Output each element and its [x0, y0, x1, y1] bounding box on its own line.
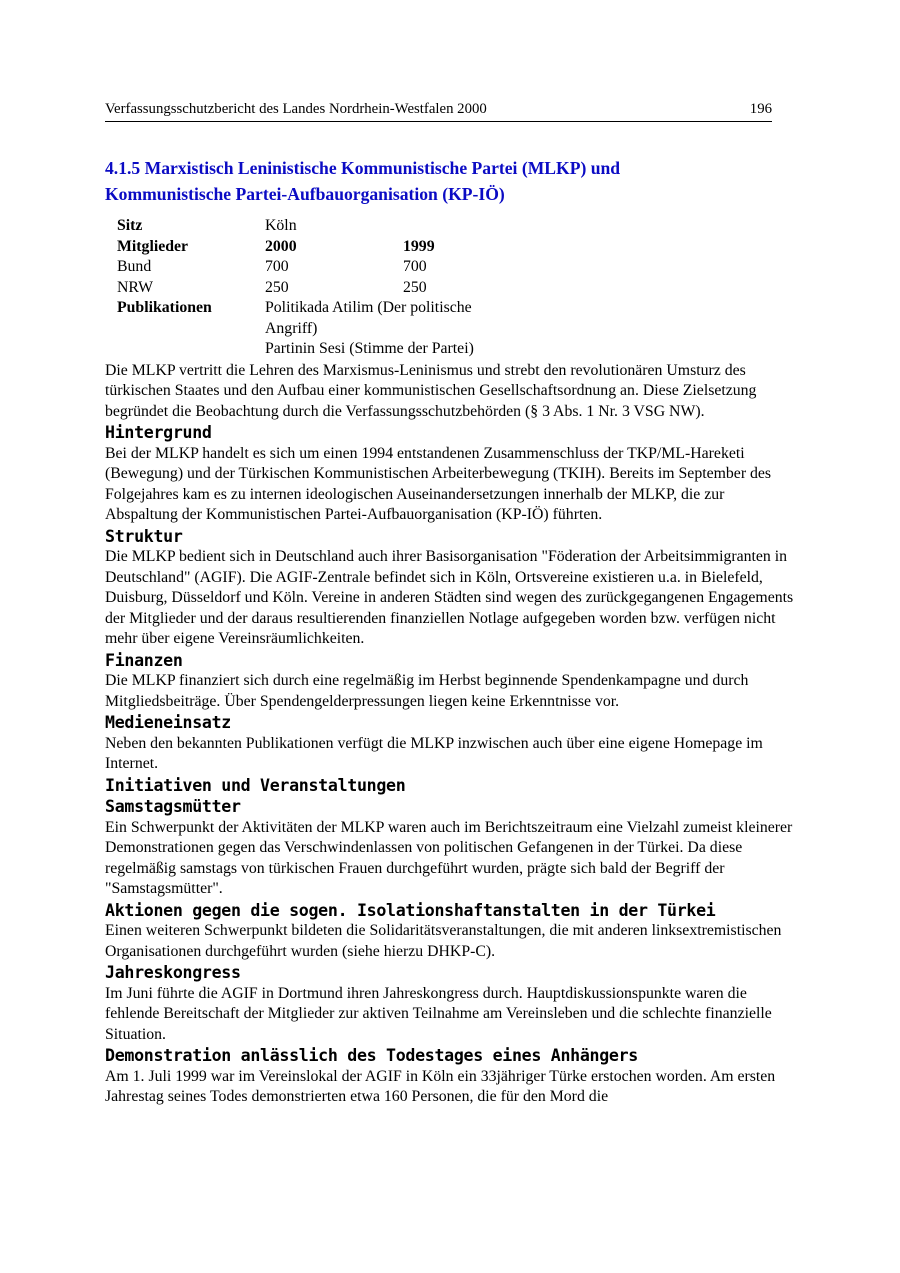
- section-title-line2: Kommunistische Partei-Aufbauorganisation (KP-IÖ): [105, 184, 505, 204]
- body-paragraph: Die MLKP vertritt die Lehren des Marxismus-Leninismus und strebt den revolutionären Umsturz des türkischen Staates und den Aufbau einer kommunistischen Gesellschaftsordnung an. Diese Zielsetzung begründet die Beobachtung durch die Verfassungsschutzbehörden (§ 3 Abs. 1 Nr. 3 VSG NW).: [105, 361, 757, 420]
- body-paragraph: Neben den bekannten Publikationen verfügt die MLKP inzwischen auch über eine eigene Homepage im Internet.: [105, 734, 763, 772]
- info-row: [105, 237, 507, 258]
- info-row: [105, 278, 507, 299]
- info-cell-text: Politikada Atilim (Der politische Angriff): [265, 299, 472, 337]
- info-cell: Bund: [117, 258, 152, 275]
- info-cell: 250: [265, 278, 289, 296]
- info-row: [105, 339, 507, 360]
- party-info-table: [105, 216, 507, 360]
- info-cell: [265, 298, 507, 339]
- info-row: [105, 257, 507, 278]
- info-cell: 1999: [403, 237, 435, 255]
- body-paragraph: Am 1. Juli 1999 war im Vereinslokal der AGIF in Köln ein 33jähriger Türke erstochen worden. Am ersten Jahrestag seines Todes demonstrierten etwa 160 Personen, die für den Mord die: [105, 1067, 776, 1105]
- info-table-body: [105, 216, 507, 360]
- section-heading: Finanzen: [105, 650, 183, 670]
- info-cell: 700: [403, 258, 427, 275]
- page-header: [105, 100, 772, 122]
- section-heading: Jahreskongress: [105, 963, 241, 982]
- section-heading: Struktur: [105, 526, 183, 546]
- info-cell: Sitz: [117, 217, 143, 234]
- info-cell-text: Partinin Sesi (Stimme der Partei): [265, 340, 474, 357]
- section-heading: Medieneinsatz: [105, 713, 231, 732]
- section-heading: Hintergrund: [105, 423, 212, 442]
- info-cell: 2000: [265, 237, 297, 255]
- info-cell: 700: [265, 258, 289, 275]
- section-heading: Demonstration anlässlich des Todestages eines Anhängers: [105, 1046, 638, 1065]
- body-paragraph: Die MLKP bedient sich in Deutschland auch ihrer Basisorganisation "Föderation der Arbeitsimmigranten in Deutschland" (AGIF). Die AGIF-Zentrale befindet sich in Köln, Ortsvereine existieren u.a. in Bielefeld, Duisburg, Düsseldorf und Köln. Vereine in anderen Städten sind wegen des zurückgegangenen Engagements der Mitglieder und der daraus resultierenden finanziellen Notlage aufgegeben worden bzw. verfügen nicht mehr über eigene Vereinsräumlichkeiten.: [105, 548, 794, 647]
- document-body: [105, 361, 794, 1108]
- info-cell: [265, 339, 507, 360]
- section-heading: Aktionen gegen die sogen. Isolationshaftanstalten in der Türkei: [105, 900, 716, 920]
- section-title: [105, 155, 795, 207]
- info-row: [105, 216, 507, 237]
- body-paragraph: Im Juni führte die AGIF in Dortmund ihren Jahreskongress durch. Hauptdiskussionspunkte waren die fehlende Bereitschaft der Mitglieder zur aktiven Teilnahme am Vereinsleben und die schlechte finanzielle Situation.: [105, 984, 772, 1043]
- info-cell: Mitglieder: [117, 237, 189, 255]
- section-heading: Initiativen und Veranstaltungen: [105, 775, 406, 795]
- info-cell: [105, 339, 265, 360]
- info-cell: 250: [403, 278, 427, 296]
- report-header-title: Verfassungsschutzbericht des Landes Nordrhein-Westfalen 2000: [105, 101, 487, 117]
- section-title-line1: 4.1.5 Marxistisch Leninistische Kommunistische Partei (MLKP) und: [105, 158, 621, 178]
- info-cell: [403, 216, 507, 237]
- info-cell: Publikationen: [117, 299, 212, 316]
- section-heading: Samstagsmütter: [105, 797, 241, 816]
- page-number: 196: [749, 101, 772, 117]
- body-paragraph: Einen weiteren Schwerpunkt bildeten die Solidaritätsveranstaltungen, die mit anderen linksextremistischen Organisationen durchgeführt wurden (siehe hierzu DHKP-C).: [105, 922, 782, 960]
- body-paragraph: Die MLKP finanziert sich durch eine regelmäßig im Herbst beginnende Spendenkampagne und durch Mitgliedsbeiträge. Über Spendengelderpressungen liegen keine Erkenntnisse vor.: [105, 672, 749, 710]
- info-cell: Köln: [265, 217, 297, 234]
- body-paragraph: Ein Schwerpunkt der Aktivitäten der MLKP waren auch im Berichtszeitraum eine Vielzahl zumeist kleinerer Demonstrationen gegen das Verschwindenlassen von politischen Gefangenen in der Türkei. Da diese regelmäßig samstags von türkischen Frauen durchgeführt wurden, prägte sich bald der Begriff der "Samstagsmütter".: [105, 818, 793, 897]
- info-row: [105, 298, 507, 339]
- body-paragraph: Bei der MLKP handelt es sich um einen 1994 entstandenen Zusammenschluss der TKP/ML-Hareketi (Bewegung) und der Türkischen Kommunistischen Arbeiterbewegung (TKIH). Bereits im September des Folgejahres kam es zu internen ideologischen Auseinandersetzungen innerhalb der MLKP, die zur Abspaltung der Kommunistischen Partei-Aufbauorganisation (KP-IÖ) führten.: [105, 444, 772, 523]
- info-cell: NRW: [117, 278, 153, 296]
